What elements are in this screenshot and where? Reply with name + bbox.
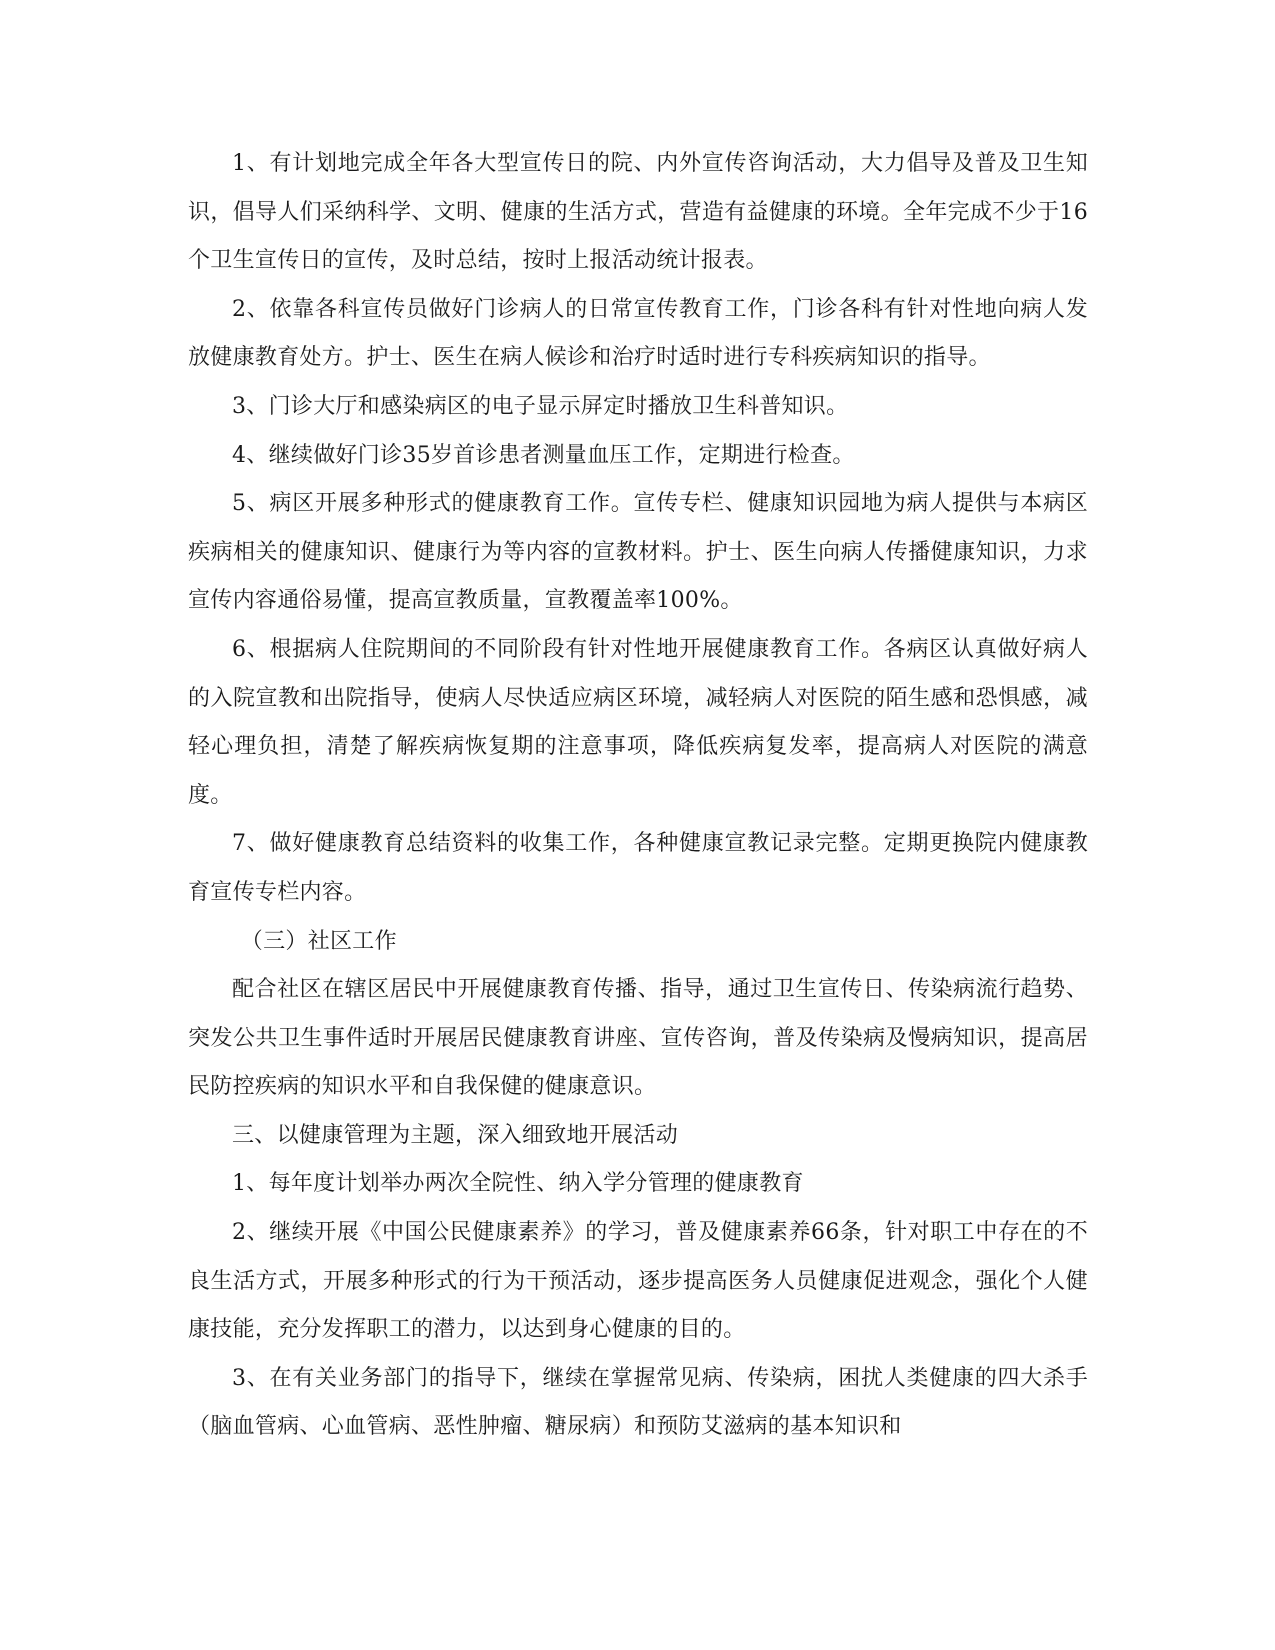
paragraph-community-work: 配合社区在辖区居民中开展健康教育传播、指导，通过卫生宣传日、传染病流行趋势、突发公共卫生事件适时开展居民健康教育讲座、宣传咨询，普及传染病及慢病知识，提高居民防控疾病的知识水平和自我保健的健康意识。 (188, 977, 1088, 1100)
paragraph-item-4-blood-pressure: 4、继续做好门诊35岁首诊患者测量血压工作，定期进行检查。 (232, 442, 855, 468)
paragraph-item-3-disease-prevention: 3、在有关业务部门的指导下，继续在掌握常见病、传染病，困扰人类健康的四大杀手（脑血管病、心血管病、恶性肿瘤、糖尿病）和预防艾滋病的基本知识和 (188, 1365, 1088, 1440)
paragraph-item-2-outpatient-education: 2、依靠各科宣传员做好门诊病人的日常宣传教育工作，门诊各科有针对性地向病人发放健康教育处方。护士、医生在病人候诊和治疗时适时进行专科疾病知识的指导。 (188, 296, 1088, 371)
paragraph-item-2-health-literacy: 2、继续开展《中国公民健康素养》的学习，普及健康素养66条，针对职工中存在的不良生活方式，开展多种形式的行为干预活动，逐步提高医务人员健康促进观念，强化个人健康技能，充分发挥职工的潜力，以达到身心健康的目的。 (188, 1220, 1088, 1343)
paragraph-item-1-outreach-days: 1、有计划地完成全年各大型宣传日的院、内外宣传咨询活动，大力倡导及普及卫生知识，倡导人们采纳科学、文明、健康的生活方式，营造有益健康的环境。全年完成不少于16个卫生宣传日的宣传，及时总结，按时上报活动统计报表。 (188, 151, 1088, 274)
section-heading-community-work: （三）社区工作 (240, 928, 397, 954)
paragraph-item-3-display-screens: 3、门诊大厅和感染病区的电子显示屏定时播放卫生科普知识。 (232, 393, 849, 419)
paragraph-item-1-annual-training: 1、每年度计划举办两次全院性、纳入学分管理的健康教育 (232, 1171, 804, 1197)
paragraph-item-6-inpatient-stages: 6、根据病人住院期间的不同阶段有针对性地开展健康教育工作。各病区认真做好病人的入院宣教和出院指导，使病人尽快适应病区环境，减轻病人对医院的陌生感和恐惧感，减轻心理负担，清楚了解疾病恢复期的注意事项，降低疾病复发率，提高病人对医院的满意度。 (188, 636, 1088, 808)
paragraph-item-7-records: 7、做好健康教育总结资料的收集工作，各种健康宣教记录完整。定期更换院内健康教育宣传专栏内容。 (188, 831, 1088, 905)
document-body (188, 140, 1088, 1452)
paragraph-item-5-ward-education: 5、病区开展多种形式的健康教育工作。宣传专栏、健康知识园地为病人提供与本病区疾病相关的健康知识、健康行为等内容的宣教材料。护士、医生向病人传播健康知识，力求宣传内容通俗易懂，提高宣教质量，宣教覆盖率100%。 (188, 491, 1088, 614)
section-heading-health-management: 三、以健康管理为主题，深入细致地开展活动 (232, 1122, 679, 1148)
